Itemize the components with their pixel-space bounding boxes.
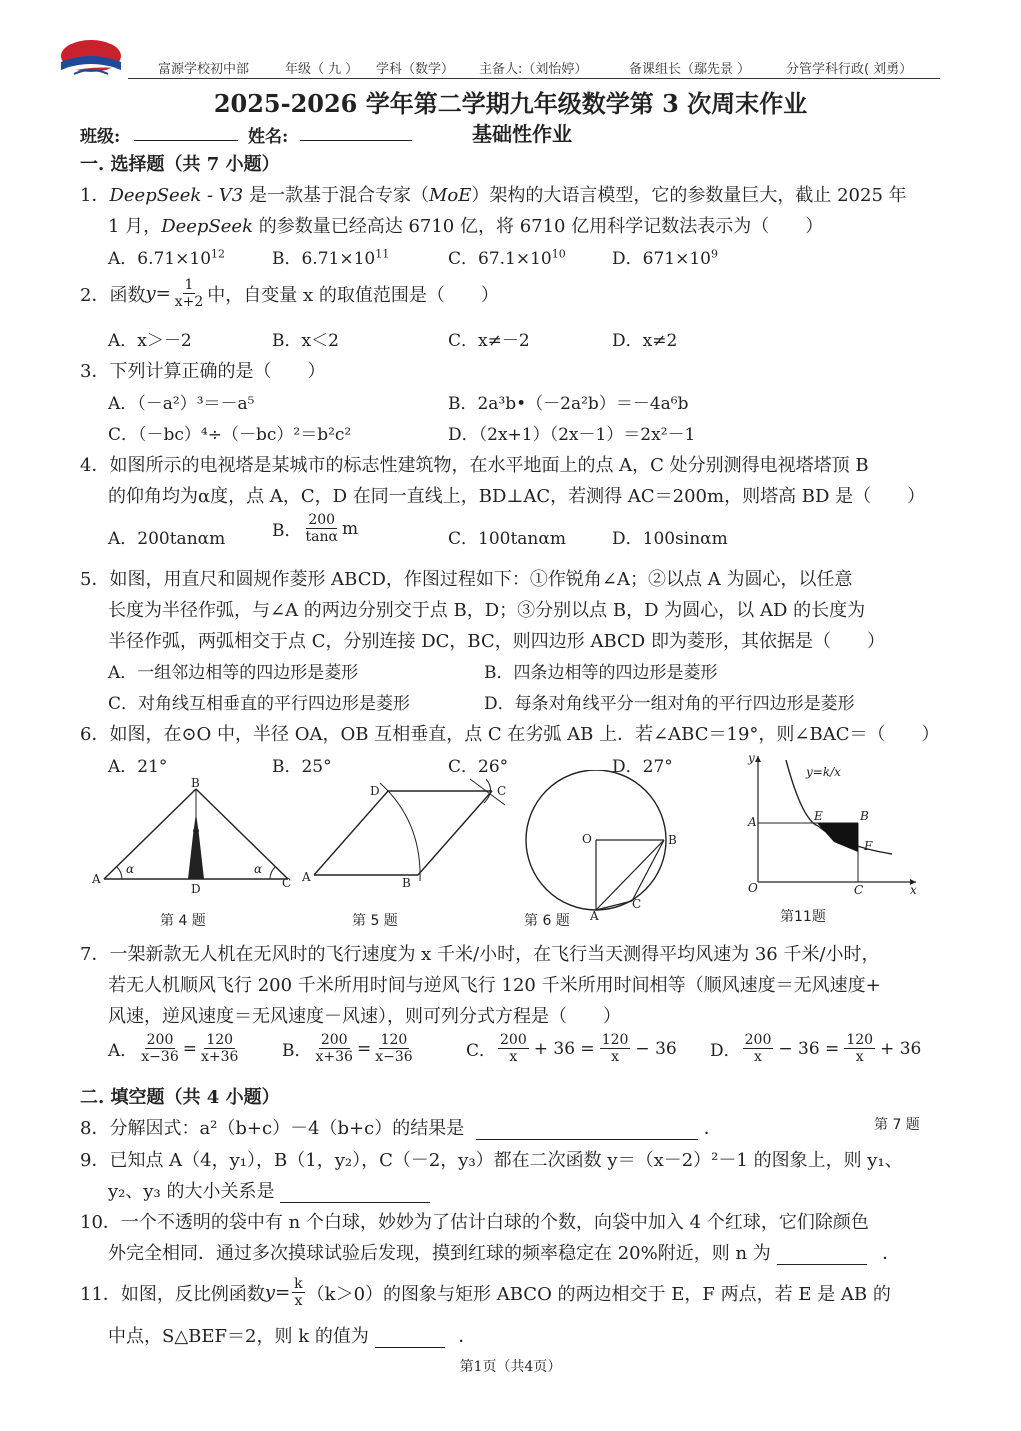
f11-label-y: y xyxy=(748,751,755,765)
section-label: 基础性作业 xyxy=(472,122,572,146)
q4-option-a: A．200tanαm xyxy=(108,529,226,549)
f4-label-a: A xyxy=(92,872,101,886)
q4-line1: 4．如图所示的电视塔是某城市的标志性建筑物，在水平地面上的点 A，C 处分别测得电视塔塔顶 B xyxy=(80,455,869,476)
f6-label-b: B xyxy=(668,833,677,847)
name-label: 姓名: xyxy=(248,127,289,147)
q7-line2: 若无人机顺风飞行 200 千米所用时间与逆风飞行 120 千米所用时间相等（顺风速度＝无风速度+ xyxy=(108,975,881,996)
caption-fig6: 第 6 题 xyxy=(524,913,570,929)
f11-label-f: F xyxy=(864,839,873,853)
q8-stem: 8．分解因式：a²（b+c）－4（b+c）的结果是 xyxy=(80,1118,465,1139)
q11-text: 中点，S△BEF＝2，则 k 的值为 xyxy=(108,1326,369,1347)
q11-fraction: $\frac{k}{x}$ xyxy=(294,1276,303,1310)
q9-text: y₂、y₃ 的大小关系是 xyxy=(108,1181,275,1202)
q10-end: ． xyxy=(882,1243,901,1264)
q10-answer-blank[interactable] xyxy=(777,1248,867,1265)
q1-num: 1． xyxy=(80,185,110,206)
q1-option-d: D．$671\times 10^9$ xyxy=(612,247,718,269)
q2-line xyxy=(80,277,499,310)
q1-line2 xyxy=(108,212,823,238)
q7-option-a: A． $\frac{200}{x-36}$ = $\frac{120}{x+36}$ xyxy=(108,1032,239,1066)
page-title: 2025-2026 学年第二学期九年级数学第 3 次周末作业 xyxy=(213,89,808,118)
q1-option-a: A．$6.71\times 10^{12}$ xyxy=(108,247,226,269)
q4-option-c: C．100tanαm xyxy=(448,529,566,549)
q6-stem: 6．如图，在⊙O 中，半径 OA，OB 互相垂直，点 C 在劣弧 AB 上．若∠ABC＝19°，则∠BAC＝（ ） xyxy=(80,724,940,745)
f5-label-d: D xyxy=(370,784,380,798)
q3-option-c: C．（－bc）⁴÷（－bc）²＝b²c² xyxy=(108,425,352,445)
figure-4 xyxy=(90,775,300,900)
header-divider xyxy=(128,78,940,79)
q8-end: ． xyxy=(703,1118,722,1139)
figure-6 xyxy=(520,770,690,920)
q2-eq: = xyxy=(155,283,171,305)
header-admin: 分管学科行政( 刘勇） xyxy=(786,62,913,77)
q10-line1: 10．一个不透明的袋中有 n 个白球，妙妙为了估计白球的个数，向袋中加入 4 个红球，它们除颜色 xyxy=(80,1212,869,1233)
caption-fig4: 第 4 题 xyxy=(160,913,206,929)
header-leader: 备课组长（鄢先景 ） xyxy=(629,62,751,77)
f5-label-a: A xyxy=(302,870,311,884)
q3-stem: 3．下列计算正确的是（ ） xyxy=(80,361,326,382)
school-logo xyxy=(56,36,126,86)
f11-label-b: B xyxy=(860,809,869,823)
f4-label-c: C xyxy=(282,876,292,890)
header-grade: 年级（ 九 ） xyxy=(285,62,359,77)
f4-alpha-right: α xyxy=(254,862,263,876)
q7-option-c: C． $\frac{200}{x}$ + 36 = $\frac{120}{x}$ − 36 xyxy=(466,1032,677,1066)
header-subject: 学科（数学） xyxy=(376,62,455,77)
q4-option-b: B． $\frac{200}{\tan\alpha}$ m xyxy=(272,512,359,546)
q2-option-a: A．x＞－2 xyxy=(108,331,192,351)
q2-option-c: C．x≠－2 xyxy=(448,331,530,351)
q7-option-d: D． $\frac{200}{x}$ − 36 = $\frac{120}{x}$ + 36 xyxy=(710,1032,922,1066)
f4-label-d: D xyxy=(191,882,201,896)
q1-text2: ）架构的大语言模型，它的参数量巨大，截止 2025 年 xyxy=(471,185,907,206)
header-preparer: 主备人:（刘怡婷） xyxy=(479,62,588,77)
f11-label-c: C xyxy=(854,883,864,897)
q1-text4: 的参数量已经高达 6710 亿，将 6710 亿用科学记数法表示为（ ） xyxy=(253,216,824,237)
q3-option-a: A．（－a²）³＝－a⁵ xyxy=(108,394,255,414)
f11-label-e: E xyxy=(814,809,823,823)
q10-line2 xyxy=(108,1239,900,1265)
q8-line xyxy=(80,1114,722,1140)
q6-option-c: C．26° xyxy=(448,757,509,777)
q11-y: y= xyxy=(264,1282,291,1304)
f6-label-o: O xyxy=(582,832,592,846)
q11-post: （k＞0）的图象与矩形 ABCO 的两边相交于 E，F 两点，若 E 是 AB 的 xyxy=(306,1283,891,1305)
figure-5 xyxy=(300,775,515,900)
q3-option-b: B．2a³b•（－2a²b）＝－4a⁶b xyxy=(448,394,689,414)
q8-answer-blank[interactable] xyxy=(476,1123,698,1140)
q2-option-d: D．x≠2 xyxy=(612,331,678,351)
q7-line1: 7．一架新款无人机在无风时的飞行速度为 x 千米/小时，在飞行当天测得平均风速为 36 千米/小时， xyxy=(80,944,880,965)
q5-option-b: B．四条边相等的四边形是菱形 xyxy=(484,663,718,683)
f11-label-x: x xyxy=(910,883,917,897)
q7-line3: 风速，逆风速度＝无风速度－风速），则可列分式方程是（ ） xyxy=(108,1006,621,1027)
q2-post: 中，自变量 x 的取值范围是（ ） xyxy=(207,284,499,306)
q5-line2: 长度为半径作弧，与∠A 的两边分别交于点 B，D；③分别以点 B，D 为圆心，以 AD 的长度为 xyxy=(108,600,866,621)
q1-text3: 1 月， xyxy=(108,216,162,237)
q1-option-b: B．$6.71\times 10^{11}$ xyxy=(272,247,390,269)
q11-line2 xyxy=(108,1322,476,1348)
q6-option-b: B．25° xyxy=(272,757,332,777)
q5-line3: 半径作弧，两弧相交于点 C，分别连接 DC，BC，则四边形 ABCD 即为菱形，其依据是（ ） xyxy=(108,631,885,652)
q1-text1: 是一款基于混合专家（ xyxy=(243,185,429,206)
f11-func-label: y=k/x xyxy=(806,765,841,779)
q6-option-d: D．27° xyxy=(612,757,673,777)
part2-heading: 二. 填空题（共 4 小题） xyxy=(80,1087,280,1108)
header-school: 富源学校初中部 xyxy=(158,62,250,77)
q4-option-d: D．100sinαm xyxy=(612,529,728,549)
q10-text: 外完全相同．通过多次摸球试验后发现，摸到红球的频率稳定在 20%附近，则 n 为 xyxy=(108,1243,771,1264)
caption-fig7: 第 7 题 xyxy=(874,1117,920,1133)
q3-option-d: D．（2x+1）（2x－1）＝2x²－1 xyxy=(448,425,696,445)
q6-option-a: A．21° xyxy=(108,757,168,777)
q11-end: ． xyxy=(458,1326,477,1347)
q5-option-a: A．一组邻边相等的四边形是菱形 xyxy=(108,663,359,683)
q11-answer-blank[interactable] xyxy=(375,1331,445,1348)
q2-y: y xyxy=(145,283,156,305)
name-field[interactable] xyxy=(300,122,412,141)
q7-option-b: B． $\frac{200}{x+36}$ = $\frac{120}{x-36}$ xyxy=(282,1032,413,1066)
q2-option-b: B．x＜2 xyxy=(272,331,339,351)
f11-label-a: A xyxy=(748,815,757,829)
caption-fig5: 第 5 题 xyxy=(352,913,398,929)
part1-heading: 一. 选择题（共 7 小题） xyxy=(80,154,280,175)
q5-line1: 5．如图，用直尺和圆规作菱形 ABCD，作图过程如下：①作锐角∠A；②以点 A 为圆心，以任意 xyxy=(80,569,853,590)
q9-line1: 9．已知点 A（4，y₁），B（1，y₂），C（－2，y₃）都在二次函数 y＝（x－2）²－1 的图象上，则 y₁、 xyxy=(80,1150,903,1171)
q1-option-c: C．$67.1\times 10^{10}$ xyxy=(448,247,566,269)
q9-answer-blank[interactable] xyxy=(280,1186,430,1203)
q11-line1 xyxy=(80,1276,891,1309)
f11-label-o: O xyxy=(748,881,758,895)
q1-model2: DeepSeek xyxy=(161,216,253,237)
f4-alpha-left: α xyxy=(126,862,135,876)
q9-line2 xyxy=(108,1177,430,1203)
f6-label-a: A xyxy=(590,909,599,920)
class-label: 班级: xyxy=(80,127,121,147)
q1-line1 xyxy=(80,181,907,207)
q5-option-c: C．对角线互相垂直的平行四边形是菱形 xyxy=(108,694,411,714)
f5-label-b: B xyxy=(402,876,411,890)
caption-fig11: 第11题 xyxy=(780,909,826,925)
q4-line2: 的仰角均为α度，点 A，C，D 在同一直线上，BD⊥AC，若测得 AC＝200m，则塔高 BD 是（ ） xyxy=(108,486,926,507)
figure-11 xyxy=(722,750,922,900)
f4-label-b: B xyxy=(191,776,200,790)
class-field[interactable] xyxy=(134,122,238,141)
q2-fraction: $\frac{1}{x+2}$ xyxy=(174,277,204,311)
q2-pre: 2．函数 xyxy=(80,284,146,306)
page-footer: 第1页（共4页） xyxy=(459,1359,562,1375)
q11-pre: 11．如图，反比例函数 xyxy=(80,1283,265,1305)
f6-label-c: C xyxy=(632,897,642,911)
q1-model: DeepSeek - V3 xyxy=(109,185,244,206)
q1-moe: MoE xyxy=(428,185,472,206)
f5-label-c: C xyxy=(497,784,507,798)
q5-option-d: D．每条对角线平分一组对角的平行四边形是菱形 xyxy=(484,694,855,714)
